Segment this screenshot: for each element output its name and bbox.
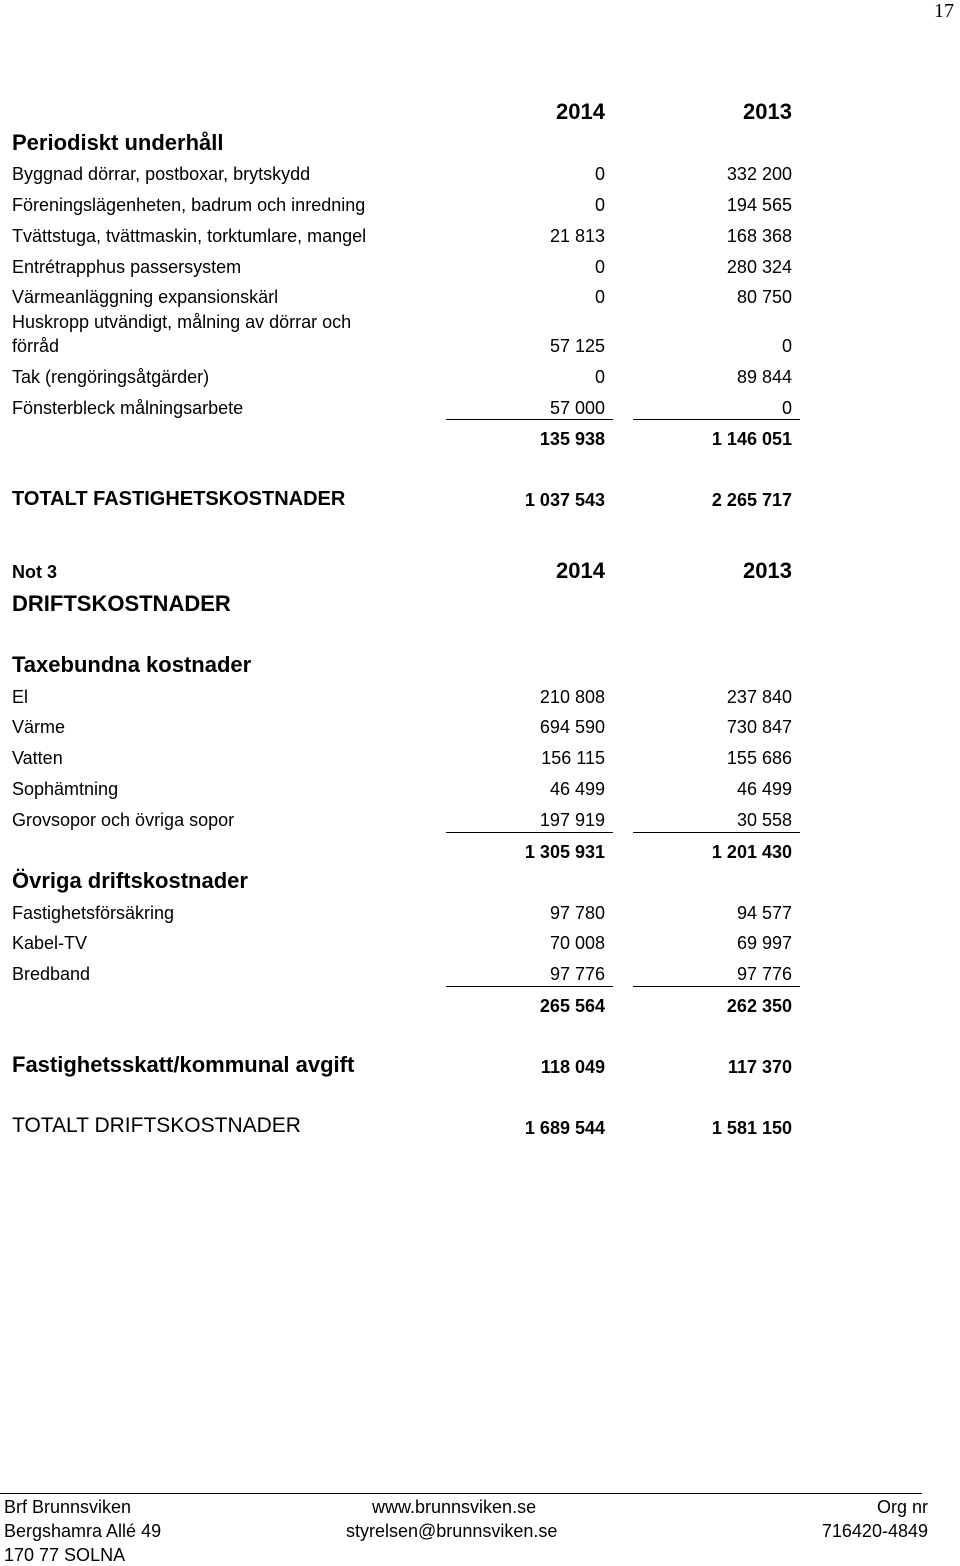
total-driftskostnader-2013: 1 581 150 (711, 1118, 792, 1138)
sum-rule-2014 (446, 986, 613, 987)
total-fastighetskostnader-label: TOTALT FASTIGHETSKOSTNADER (12, 488, 346, 510)
row-label: El (12, 687, 29, 707)
row-value-2014: 21 813 (549, 226, 605, 246)
page-number: 17 (934, 0, 954, 22)
row-value-2013: 168 368 (726, 226, 792, 246)
row-label: Värme (12, 717, 66, 737)
row-value-2014: 0 (594, 287, 605, 307)
row-value-2014: 0 (594, 367, 605, 387)
taxebundna-subtotal-2014: 1 305 931 (524, 842, 605, 862)
row-value-2013: 89 844 (736, 367, 792, 387)
row-value-2013: 69 997 (736, 933, 792, 953)
row-value-2013: 46 499 (736, 779, 792, 799)
footer-org-label: Org nr (876, 1497, 928, 1517)
row-label-continued: förråd (12, 336, 60, 356)
row-label: Fönsterbleck målningsarbete (12, 398, 244, 418)
row-value-2013: 0 (781, 398, 792, 418)
footer-rule (0, 1493, 922, 1494)
taxebundna-subtotal-2013: 1 201 430 (711, 842, 792, 862)
note3-year-2014-header: 2014 (556, 558, 605, 583)
heading-taxebundna-kostnader: Taxebundna kostnader (12, 652, 252, 677)
section-title-driftskostnader: DRIFTSKOSTNADER (12, 591, 231, 616)
row-value-2014: 57 000 (549, 398, 605, 418)
fastighetsskatt-2014: 118 049 (540, 1057, 605, 1077)
row-value-2013: 30 558 (736, 810, 792, 830)
row-label: Kabel-TV (12, 933, 88, 953)
row-label: Sophämtning (12, 779, 119, 799)
row-value-2014: 0 (594, 195, 605, 215)
footer-org-name: Brf Brunnsviken (4, 1497, 132, 1517)
row-value-2014: 70 008 (549, 933, 605, 953)
row-label: Tak (rengöringsåtgärder) (12, 367, 210, 387)
row-label: Föreningslägenheten, badrum och inredning (12, 195, 366, 215)
year-2013-header: 2013 (743, 99, 792, 124)
row-label: Fastighetsförsäkring (12, 903, 175, 923)
row-value-2014: 694 590 (539, 717, 605, 737)
row-value-2013: 730 847 (726, 717, 792, 737)
row-value-2013: 237 840 (726, 687, 792, 707)
total-fastighetskostnader-2013: 2 265 717 (711, 490, 792, 510)
heading-ovriga-driftskostnader: Övriga driftskostnader (12, 868, 248, 893)
row-value-2013: 280 324 (726, 257, 792, 277)
row-value-2014: 97 780 (549, 903, 605, 923)
subtotal-2013: 1 146 051 (711, 429, 792, 449)
row-label: Grovsopor och övriga sopor (12, 810, 235, 830)
row-value-2013: 332 200 (726, 164, 792, 184)
footer-org-number: 716420-4849 (821, 1521, 928, 1541)
row-value-2014: 210 808 (539, 687, 605, 707)
row-label: Byggnad dörrar, postboxar, brytskydd (12, 164, 311, 184)
total-fastighetskostnader-2014: 1 037 543 (524, 490, 605, 510)
year-2014-header: 2014 (556, 99, 605, 124)
fastighetsskatt-label: Fastighetsskatt/kommunal avgift (12, 1052, 355, 1077)
row-label: Tvättstuga, tvättmaskin, torktumlare, mangel (12, 226, 367, 246)
row-label: Huskropp utvändigt, målning av dörrar och (12, 312, 352, 332)
footer-email: styrelsen@brunnsviken.se (346, 1521, 558, 1541)
fastighetsskatt-2013: 117 370 (727, 1057, 792, 1077)
total-driftskostnader-2014: 1 689 544 (524, 1118, 605, 1138)
note3-year-2013-header: 2013 (743, 558, 792, 583)
row-value-2013: 94 577 (736, 903, 792, 923)
row-value-2013: 97 776 (736, 964, 792, 984)
row-value-2013: 0 (781, 336, 792, 356)
note-label: Not 3 (12, 562, 57, 582)
row-value-2014: 97 776 (549, 964, 605, 984)
row-value-2013: 155 686 (726, 748, 792, 768)
row-label: Bredband (12, 964, 91, 984)
row-value-2014: 0 (594, 164, 605, 184)
footer-website: www.brunnsviken.se (372, 1497, 537, 1517)
sum-rule-2013 (633, 419, 800, 420)
section-title-periodiskt-underhall: Periodiskt underhåll (12, 130, 224, 155)
row-value-2013: 194 565 (726, 195, 792, 215)
subtotal-2014: 135 938 (539, 429, 605, 449)
ovriga-subtotal-2013: 262 350 (726, 996, 792, 1016)
row-value-2014: 57 125 (549, 336, 605, 356)
sum-rule-2013 (633, 832, 800, 833)
row-label: Värmeanläggning expansionskärl (12, 287, 279, 307)
row-value-2014: 197 919 (539, 810, 605, 830)
sum-rule-2014 (446, 419, 613, 420)
row-label: Vatten (12, 748, 63, 768)
ovriga-subtotal-2014: 265 564 (539, 996, 605, 1016)
row-value-2013: 80 750 (736, 287, 792, 307)
sum-rule-2013 (633, 986, 800, 987)
row-value-2014: 156 115 (541, 748, 605, 768)
row-value-2014: 46 499 (549, 779, 605, 799)
footer-address-postal: 170 77 SOLNA (4, 1545, 126, 1565)
row-label: Entrétrapphus passersystem (12, 257, 242, 277)
footer-address-street: Bergshamra Allé 49 (4, 1521, 162, 1541)
total-driftskostnader-label: TOTALT DRIFTSKOSTNADER (12, 1114, 301, 1137)
sum-rule-2014 (446, 832, 613, 833)
row-value-2014: 0 (594, 257, 605, 277)
